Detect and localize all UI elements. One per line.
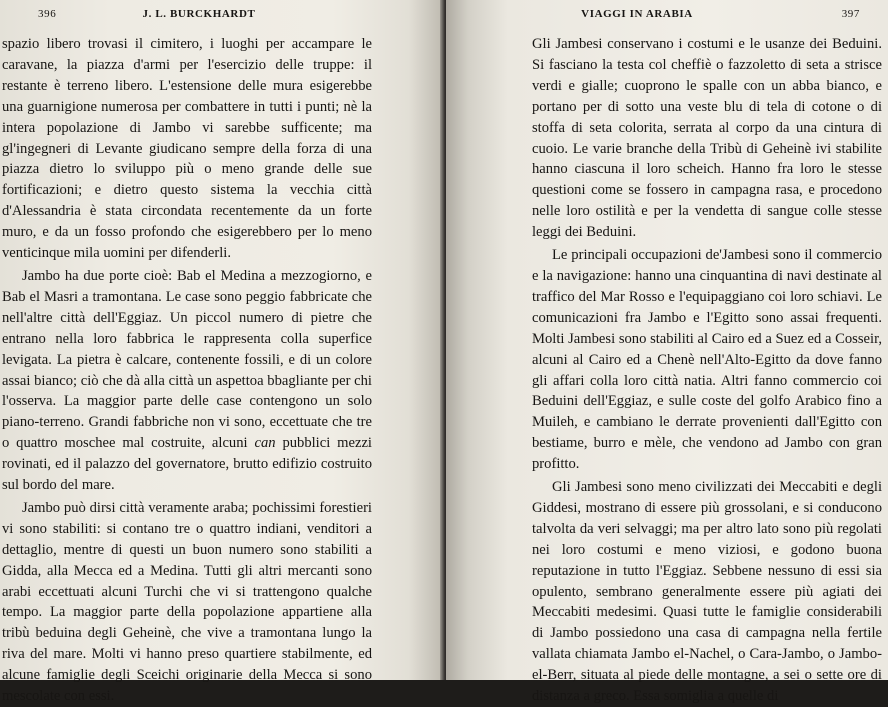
right-running-head: VIAGGI IN ARABIA bbox=[581, 8, 693, 20]
left-page-number: 396 bbox=[38, 8, 57, 20]
left-page bbox=[0, 0, 444, 705]
right-page-header bbox=[474, 8, 860, 24]
right-page-body bbox=[532, 34, 882, 707]
right-page-number: 397 bbox=[841, 8, 860, 20]
right-paragraph-2: Le principali occupazioni de'Jambesi sono il commercio e la navigazione: hanno una cinquantina di navi destinate al traffico del Mar Rosso e l'equipaggiano coi loro schiavi. Le comunicazioni fra Jambo e l'Egitto sono assai frequenti. Molti Jambesi sono stabiliti al Cairo ed a Suez ed a Cosseir, alcuni al Cairo ed a Chenè nell'Alto-Egitto da dove fanno gli affari colla loro città natia. Altri fanno commercio coi Beduini dell'Eggiaz, e sulle coste del golfo Arabico fino a Muileh, e cambiano le derrate provenienti dall'Egitto con bestiame, burro e mèle, che vendono ad Jambo con gran profitto. bbox=[532, 247, 882, 473]
left-page-header bbox=[38, 8, 360, 24]
italic-word: can bbox=[254, 435, 276, 452]
right-paragraph-1: Gli Jambesi conservano i costumi e le usanze dei Beduini. Si fasciano la testa col cheffiè o fazzoletto di seta a strisce verdi e gialle; cuoprono le spalle con un abba bianco, e portano per di sotto una veste blu di tela di cotone o di stoffa di seta colorita, serrata al corpo da una cintura di cuoio. Le varie branche della Tribù di Geheinè ivi stabilite hanno ciascuna il loro scheich. Hanno fra loro le stesse questioni come se fossero in campagna rasa, e procedono nelle loro ostilità e per la vendetta di sangue colle stesse leggi dei Beduini. bbox=[532, 36, 882, 241]
left-paragraph-2-part-b: pubblici mezzi rovinati, ed il palazzo del governatore, brutto edifizio costruito sul bordo del mare. bbox=[2, 435, 372, 494]
left-running-head: J. L. BURCKHARDT bbox=[142, 8, 256, 20]
left-page-body bbox=[2, 34, 372, 707]
right-page bbox=[446, 0, 888, 705]
left-paragraph-2 bbox=[2, 266, 372, 496]
right-paragraph-3: Gli Jambesi sono meno civilizzati dei Meccabiti e degli Giddesi, mostrano di essere più grossolani, e si conducono talvolta da veri selvaggi; ma per altro lato sono più regolati nei loro costumi e meno viziosi, e godono buona reputazione in tutto l'Eggiaz. Sebbene nessuno di essi sia opulento, sembrano generalmente essere più agiati dei Meccabiti medesimi. Quasi tutte le famiglie considerabili di Jambo possiedono una casa di campagna nella fertile vallata chiamata Jambo el-Nachel, o Cara-Jambo, o Jambo-el-Berr, situata al piede delle montagne, a sei o sette ore di distanza a greco. Essa somiglia a quelle di bbox=[532, 479, 882, 705]
left-paragraph-1: spazio libero trovasi il cimitero, i luoghi per accampare le caravane, la piazza d'armi per l'esercizio delle truppe: il restante è terreno libero. L'estensione delle mura esigerebbe una guarnigione numerosa per combattere in tutti i punti; nè la intera popolazione di Jambo vi sarebbe sufficente; ma gl'ingegneri di Levante giudicano sempre della forza di una piazza dietro lo sviluppo più o meno grande delle sue fortificazioni; e dietro questo sistema la vecchia città d'Alessandria è stata circondata recentemente da un forte muro, e da un fosso profondo che esigerebbero per lo meno venticinque mila uomini per difenderli. bbox=[2, 36, 372, 262]
left-paragraph-3: Jambo può dirsi città veramente araba; pochissimi forestieri vi sono stabiliti: si contano tre o quattro indiani, venditori a dettaglio, mentre di questi un buon numero sono stabiliti a Gidda, alla Mecca ed a Medina. Tutti gli altri mercanti sono arabi eccettuati alcuni Turchi che vi si trattengono qualche tempo. La maggior parte della popolazione appartiene alla tribù beduina degli Geheinè, che vive a tramontana lungo la riva del mare. Molti vi hanno preso quartiere stabilmente, ed alcune famiglie degli Sceichi originarie della Mecca si sono mescolate con essi. bbox=[2, 499, 372, 705]
left-paragraph-2-part-a: Jambo ha due porte cioè: Bab el Medina a mezzogiorno, e Bab el Masri a tramontana. Le case sono peggio fabbricate che nell'altre città dell'Eggiaz. Un piccol numero di pietre che entrano nella loro fabbrica le rappresenta colla superfice levigata. La pietra è calcare, contenente fossili, e di un colore assai bianco; ciò che dà alla città un aspettoa bbagliante per chi l'osserva. La maggior parte delle case contengono un solo piano-terreno. Grandi fabbriche non vi sono, eccettuate che tre o quattro moschee mal costruite, alcuni bbox=[2, 267, 372, 452]
